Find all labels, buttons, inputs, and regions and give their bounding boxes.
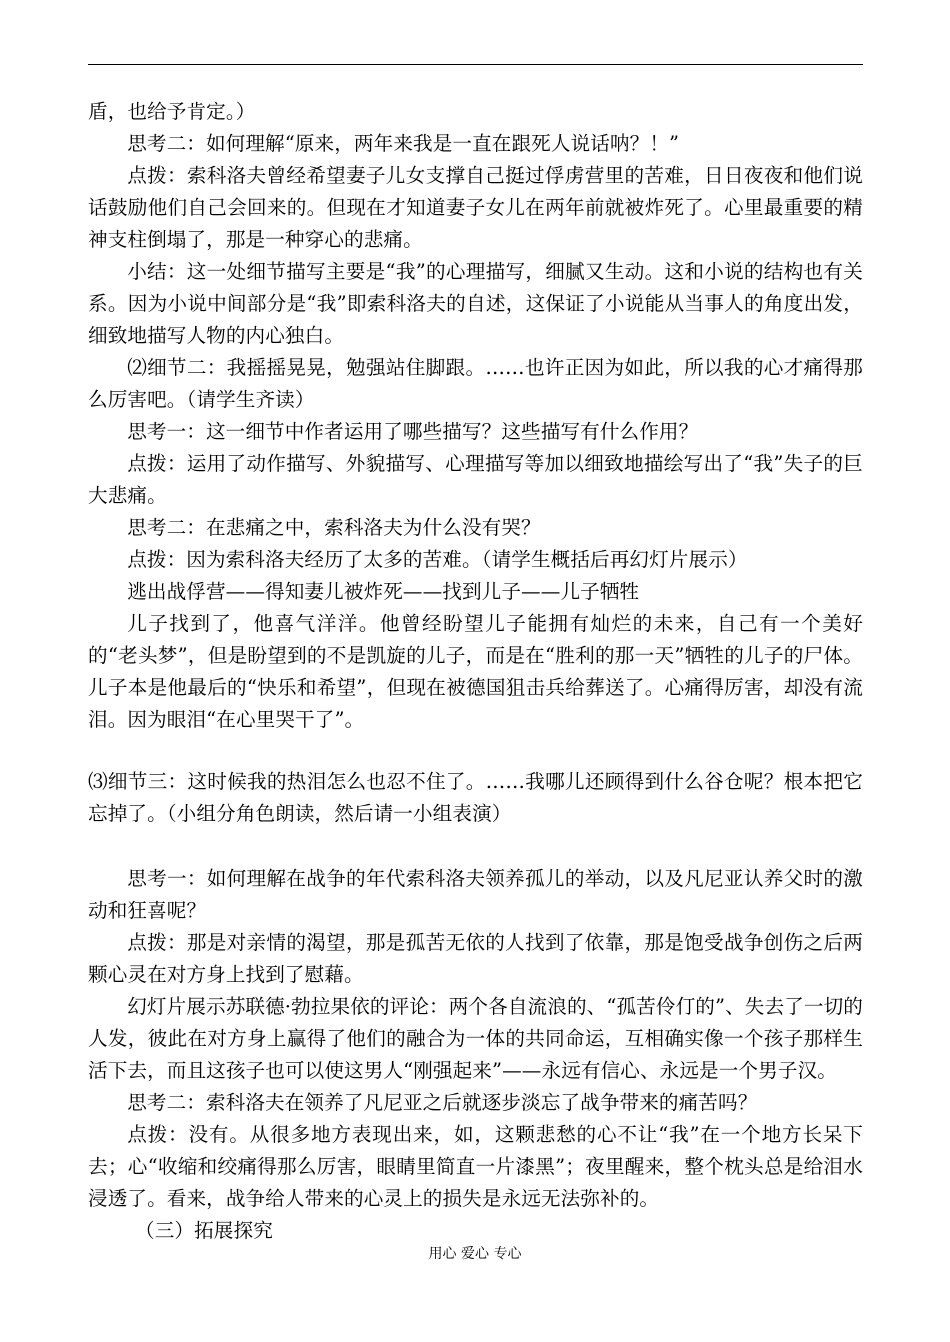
paragraph-detail-three: ⑶细节三：这时候我的热泪怎么也忍不住了。……我哪儿还顾得到什么谷仓呢？根本把它忘掉了。（小组分角色朗读，然后请一小组表演） [88,770,863,825]
paragraph-slide-commentary: 幻灯片展示苏联德·勃拉果依的评论：两个各自流浪的、“孤苦伶仃的”、失去了一切的人发，彼此在对方身上赢得了他们的融合为一体的共同命运，互相确实像一个孩子那样生活下去，而且这孩子也可以使这男人“刚强起来”——永远有信心、永远是一个男子汉。 [88,995,863,1082]
document-body [88,96,863,1247]
paragraph-think-two: 思考二：在悲痛之中，索科洛夫为什么没有哭？ [127,516,541,539]
paragraph-summary: 小结：这一处细节描写主要是“我”的心理描写，细腻又生动。这和小说的结构也有关系。因为小说中间部分是“我”即索科洛夫的自述，这保证了小说能从当事人的角度出发，细致地描写人物的内心独白。 [88,260,863,347]
paragraph-think-one: 思考一：如何理解在战争的年代索科洛夫领养孤儿的举动，以及凡尼亚认养父时的激动和狂喜呢？ [88,867,863,922]
paragraph-hint: 点拨：没有。从很多地方表现出来，如，这颗悲愁的心不让“我”在一个地方长呆下去；心“收缩和绞痛得那么厉害，眼睛里简直一片漆黑”；夜里醒来，整个枕头总是给泪水浸透了。看来，战争给人带来的心灵上的损失是永远无法弥补的。 [88,1123,863,1210]
section-heading-extension: （三）拓展探究 [135,1219,273,1242]
header-rule [88,64,863,65]
paragraph-detail-two: ⑵细节二：我摇摇晃晃，勉强站住脚跟。……也许正因为如此，所以我的心才痛得那么厉害吧。（请学生齐读） [88,356,863,411]
blank-line [88,830,863,863]
paragraph-hint: 点拨：索科洛夫曾经希望妻子儿女支撑自己挺过俘虏营里的苦难，日日夜夜和他们说话鼓励他们自己会回来的。但现在才知道妻子女儿在两年前就被炸死了。心里最重要的精神支柱倒塌了，那是一种穿心的悲痛。 [88,164,863,251]
page-footer: 用心 爱心 专心 [428,1246,522,1262]
paragraph-hint: 点拨：因为索科洛夫经历了太多的苦难。（请学生概括后再幻灯片展示） [127,548,748,571]
paragraph-analysis: 儿子找到了，他喜气洋洋。他曾经盼望儿子能拥有灿烂的未来，自己有一个美好的“老头梦”，但是盼望到的不是凯旋的儿子，而是在“胜利的那一天”牺牲的儿子的尸体。儿子本是他最后的“快乐和希望”，但现在被德国狙击兵给葬送了。心痛得厉害，却没有流泪。因为眼泪“在心里哭干了”。 [88,612,863,731]
paragraph-hint: 点拨：那是对亲情的渴望，那是孤苦无依的人找到了依靠，那是饱受战争创伤之后两颗心灵在对方身上找到了慰藉。 [88,931,863,986]
paragraph-sequence: 逃出战俘营——得知妻儿被炸死——找到儿子——儿子牺牲 [127,580,640,603]
paragraph-continuation: 盾，也给予肯定。） [88,100,256,123]
paragraph-hint: 点拨：运用了动作描写、外貌描写、心理描写等加以细致地描绘写出了“我”失子的巨大悲痛。 [88,452,863,507]
paragraph-think-two: 思考二：如何理解“原来，两年来我是一直在跟死人说话呐？！” [127,132,680,155]
blank-line [88,736,863,766]
paragraph-think-one: 思考一：这一细节中作者运用了哪些描写？这些描写有什么作用？ [127,420,699,443]
paragraph-think-two: 思考二：索科洛夫在领养了凡尼亚之后就逐步淡忘了战争带来的痛苦吗？ [127,1091,758,1114]
